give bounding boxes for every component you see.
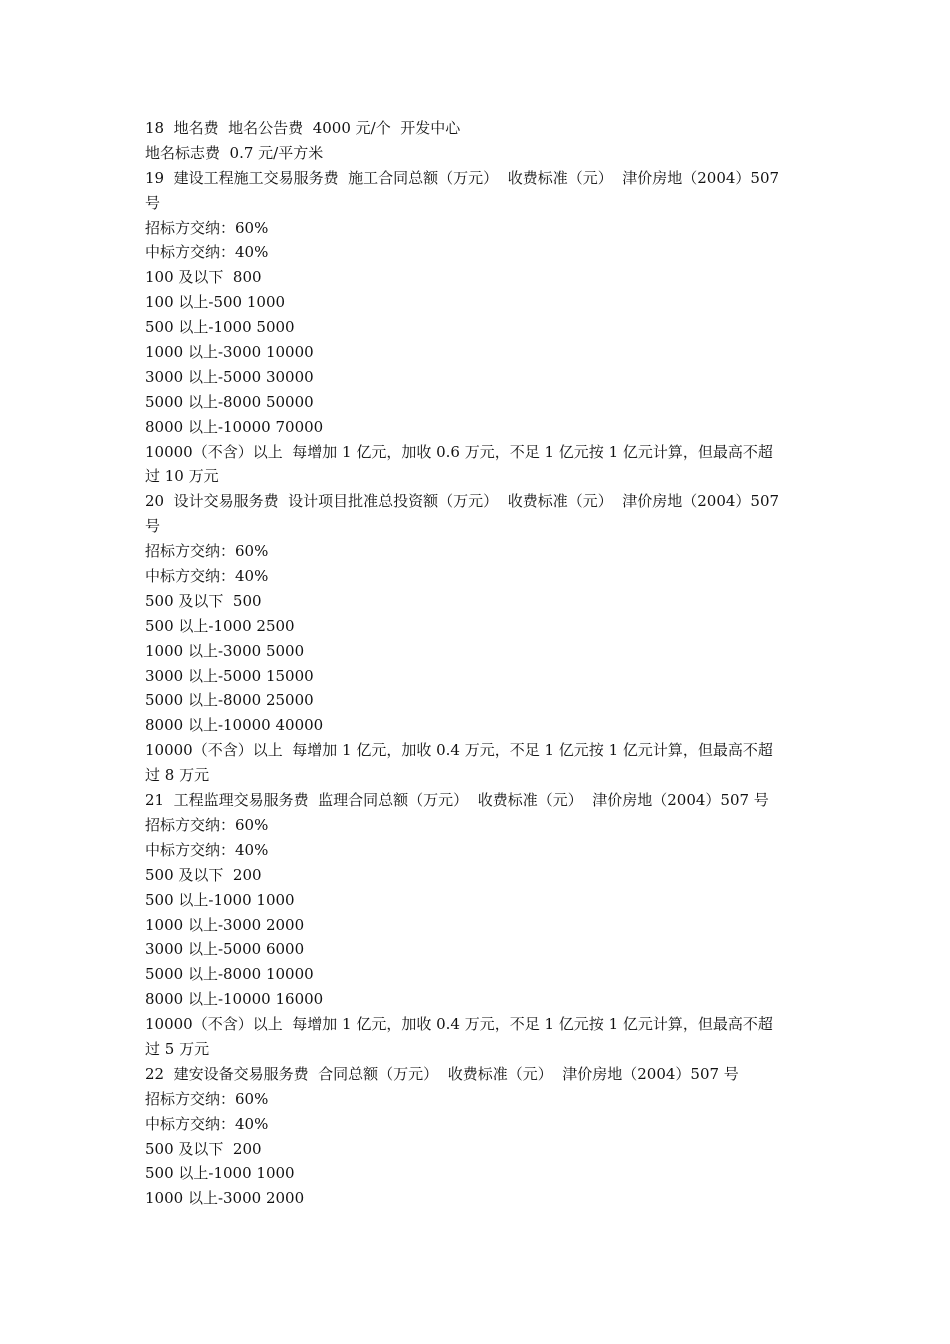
text-line: 过 5 万元 [145,1039,210,1058]
text-line: 10000（不含）以上 每增加 1 亿元，加收 0.4 万元，不足 1 亿元按 1 亿元计算，但最高不超 [145,741,773,760]
text-line: 500 以上-1000 2500 [145,616,295,635]
text-line: 22 建安设备交易服务费 合同总额（万元） 收费标准（元） 津价房地（2004）507 号 [145,1064,739,1083]
text-line: 8000 以上-10000 70000 [145,417,324,436]
text-line: 18 地名费 地名公告费 4000 元/个 开发中心 [145,119,461,137]
text-line: 500 及以下 200 [145,865,262,884]
text-line: 3000 以上-5000 30000 [145,367,314,386]
text-line: 中标方交纳：40% [145,567,269,586]
text-line: 号 [145,517,161,536]
text-line: 100 及以下 800 [145,268,262,287]
document-body [145,116,813,1211]
text-line: 地名标志费 0.7 元/平方米 [145,143,324,162]
text-line: 500 以上-1000 1000 [145,890,295,909]
text-line: 1000 以上-3000 5000 [145,641,305,660]
text-line: 1000 以上-3000 10000 [145,343,314,362]
text-line: 500 以上-1000 5000 [145,318,295,337]
text-line: 中标方交纳：40% [145,840,269,859]
text-line: 19 建设工程施工交易服务费 施工合同总额（万元） 收费标准（元） 津价房地（2004）507 [145,168,780,187]
text-line: 500 以上-1000 1000 [145,1164,295,1183]
text-line: 招标方交纳：60% [145,1089,269,1108]
text-line: 5000 以上-8000 25000 [145,691,314,710]
text-line: 过 10 万元 [145,467,219,486]
text-line: 21 工程监理交易服务费 监理合同总额（万元） 收费标准（元） 津价房地（2004）507 号 [145,791,769,810]
text-line: 1000 以上-3000 2000 [145,1189,305,1208]
text-line: 过 8 万元 [145,766,210,785]
text-line: 3000 以上-5000 15000 [145,666,314,685]
text-line: 10000（不含）以上 每增加 1 亿元，加收 0.4 万元，不足 1 亿元按 1 亿元计算，但最高不超 [145,1015,773,1034]
text-line: 100 以上-500 1000 [145,293,286,312]
text-line: 8000 以上-10000 16000 [145,990,324,1009]
text-line: 1000 以上-3000 2000 [145,915,305,934]
text-line: 5000 以上-8000 10000 [145,965,314,984]
text-line: 招标方交纳：60% [145,218,269,237]
text-line: 招标方交纳：60% [145,815,269,834]
text-line: 500 及以下 500 [145,591,262,610]
text-line: 8000 以上-10000 40000 [145,716,324,735]
text-line: 3000 以上-5000 6000 [145,940,305,959]
text-line: 10000（不含）以上 每增加 1 亿元，加收 0.6 万元，不足 1 亿元按 1 亿元计算，但最高不超 [145,442,773,461]
text-line: 500 及以下 200 [145,1139,262,1158]
text-line: 5000 以上-8000 50000 [145,392,314,411]
text-line: 20 设计交易服务费 设计项目批准总投资额（万元） 收费标准（元） 津价房地（2004）507 [145,492,780,511]
text-line: 中标方交纳：40% [145,1114,269,1133]
text-line: 号 [145,193,161,212]
text-line: 中标方交纳：40% [145,243,269,262]
text-line: 招标方交纳：60% [145,542,269,561]
